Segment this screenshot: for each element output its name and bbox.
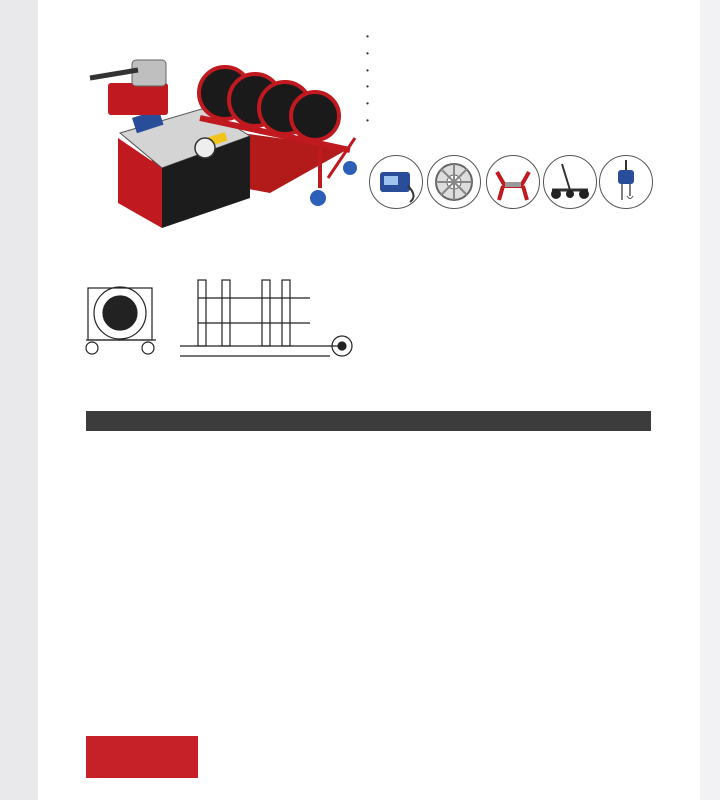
page-edge [700,0,720,800]
list-item [366,62,369,79]
welding-range-label [86,736,198,757]
spec-table [86,411,651,431]
optional-item-data-logger [366,155,426,217]
technical-drawing-image [80,268,360,368]
hoist-image [599,155,653,209]
data-logger-image [369,155,423,209]
standard-part-list [366,28,369,129]
optional-item-holder [424,155,484,217]
list-item [366,112,369,129]
optional-part-gallery [366,155,656,227]
welding-range-table [86,736,651,778]
optional-item-trolley [540,155,600,217]
list-item [366,95,369,112]
pipe-roller-image [486,155,540,209]
list-item [366,28,369,45]
trolley-image [543,155,597,209]
butt-fusion-machine-image [50,38,360,238]
optional-item-hoist [596,155,656,217]
list-item [366,45,369,62]
spec-table-header [86,411,651,431]
list-item [366,78,369,95]
welding-range-labels [86,736,198,778]
holder-image [427,155,481,209]
diameter-pipa-label [86,757,198,778]
optional-item-pipe-roller [483,155,543,217]
